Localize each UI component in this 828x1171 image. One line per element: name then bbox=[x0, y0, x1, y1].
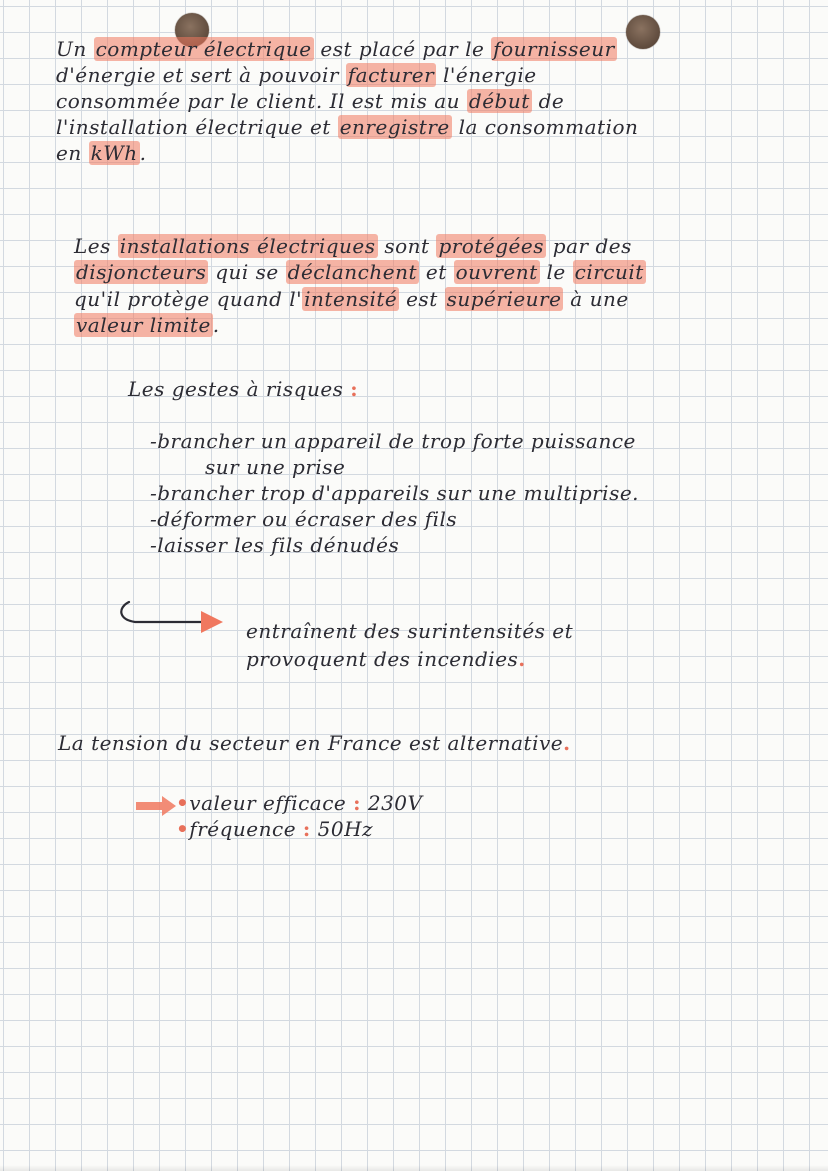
p1-line-5 bbox=[56, 140, 147, 166]
text: Un bbox=[56, 37, 94, 61]
period-marker: . bbox=[563, 731, 571, 755]
sheet-bottom-edge bbox=[0, 1165, 828, 1171]
curved-arrow-icon bbox=[115, 598, 235, 638]
risk-item-text: -laisser les fils dénudés bbox=[150, 533, 400, 557]
tension-item bbox=[176, 816, 373, 842]
risk-item bbox=[150, 480, 639, 506]
text: est bbox=[399, 287, 445, 311]
highlight-debut: début bbox=[468, 89, 530, 113]
text: de bbox=[531, 89, 565, 113]
risk-item-text: -brancher un appareil de trop forte puissance bbox=[150, 429, 636, 453]
tension-text: La tension du secteur en France est alternative bbox=[58, 731, 564, 755]
risk-item bbox=[150, 506, 457, 532]
highlight-facturer: facturer bbox=[347, 63, 435, 87]
risk-item bbox=[150, 428, 636, 454]
consequence-line-2 bbox=[246, 646, 526, 672]
tension-item-value: 50Hz bbox=[317, 817, 374, 841]
risk-item-text: -brancher trop d'appareils sur une multiprise. bbox=[150, 481, 640, 505]
text: est placé par le bbox=[313, 37, 492, 61]
text: . bbox=[139, 141, 147, 165]
tension-sentence bbox=[58, 730, 571, 756]
text: qu'il protège quand l' bbox=[74, 287, 303, 311]
highlight-arrow-icon bbox=[134, 794, 178, 818]
highlight-declanchent: déclanchent bbox=[287, 260, 418, 284]
p1-line-3 bbox=[56, 88, 564, 114]
highlight-compteur: compteur électrique bbox=[95, 37, 312, 61]
text: l'énergie bbox=[436, 63, 537, 87]
p2-line-3 bbox=[74, 286, 629, 312]
consequence-text: entraînent des surintensités et bbox=[246, 619, 574, 643]
text: et bbox=[419, 260, 454, 284]
highlight-fournisseur: fournisseur bbox=[493, 37, 615, 61]
p1-line-2 bbox=[56, 62, 537, 88]
highlight-disjoncteurs: disjoncteurs bbox=[76, 260, 207, 284]
consequence-text: provoquent des incendies bbox=[246, 647, 519, 671]
period-marker: . bbox=[518, 647, 526, 671]
tension-item bbox=[176, 790, 422, 816]
text: consommée par le client. Il est mis au bbox=[56, 89, 467, 113]
text: qui se bbox=[208, 260, 286, 284]
colon-marker: : bbox=[302, 817, 311, 841]
tension-item-label: valeur efficace bbox=[189, 791, 347, 815]
text: d'énergie et sert à pouvoir bbox=[56, 63, 346, 87]
risk-item-text: sur une prise bbox=[205, 455, 346, 479]
risk-item bbox=[150, 532, 399, 558]
bullet-icon: • bbox=[176, 817, 190, 841]
risks-title bbox=[128, 376, 358, 402]
consequence-line-1 bbox=[246, 618, 573, 644]
risks-title-text: Les gestes à risques bbox=[128, 377, 344, 401]
highlight-protegees: protégées bbox=[438, 234, 544, 258]
text: . bbox=[212, 313, 220, 337]
risk-item-continuation bbox=[205, 454, 345, 480]
highlight-superieure: supérieure bbox=[446, 287, 562, 311]
highlight-intensite: intensité bbox=[304, 287, 398, 311]
p2-line-4 bbox=[74, 312, 220, 338]
highlight-ouvrent: ouvrent bbox=[455, 260, 538, 284]
text: par des bbox=[545, 234, 632, 258]
risk-item-text: -déformer ou écraser des fils bbox=[150, 507, 458, 531]
punch-hole-right bbox=[626, 15, 660, 49]
highlight-circuit: circuit bbox=[574, 260, 644, 284]
bullet-icon: • bbox=[176, 791, 190, 815]
text: Les bbox=[74, 234, 118, 258]
text: l'installation électrique et bbox=[56, 115, 338, 139]
text: la consommation bbox=[451, 115, 639, 139]
text: en bbox=[56, 141, 89, 165]
highlight-valeur-limite: valeur limite bbox=[76, 313, 211, 337]
p2-line-2 bbox=[74, 259, 646, 285]
colon-marker: : bbox=[353, 791, 361, 815]
text: le bbox=[539, 260, 573, 284]
p1-line-4 bbox=[56, 114, 638, 140]
highlight-enregistre: enregistre bbox=[339, 115, 450, 139]
p2-line-1 bbox=[74, 233, 632, 259]
colon-marker: : bbox=[350, 377, 359, 401]
tension-item-value: 230V bbox=[367, 791, 423, 815]
text: à une bbox=[563, 287, 629, 311]
text: sont bbox=[377, 234, 437, 258]
highlight-installations: installations électriques bbox=[119, 234, 376, 258]
p1-line-1 bbox=[56, 36, 617, 62]
highlight-kwh: kWh bbox=[90, 141, 138, 165]
tension-item-label: fréquence bbox=[189, 817, 297, 841]
